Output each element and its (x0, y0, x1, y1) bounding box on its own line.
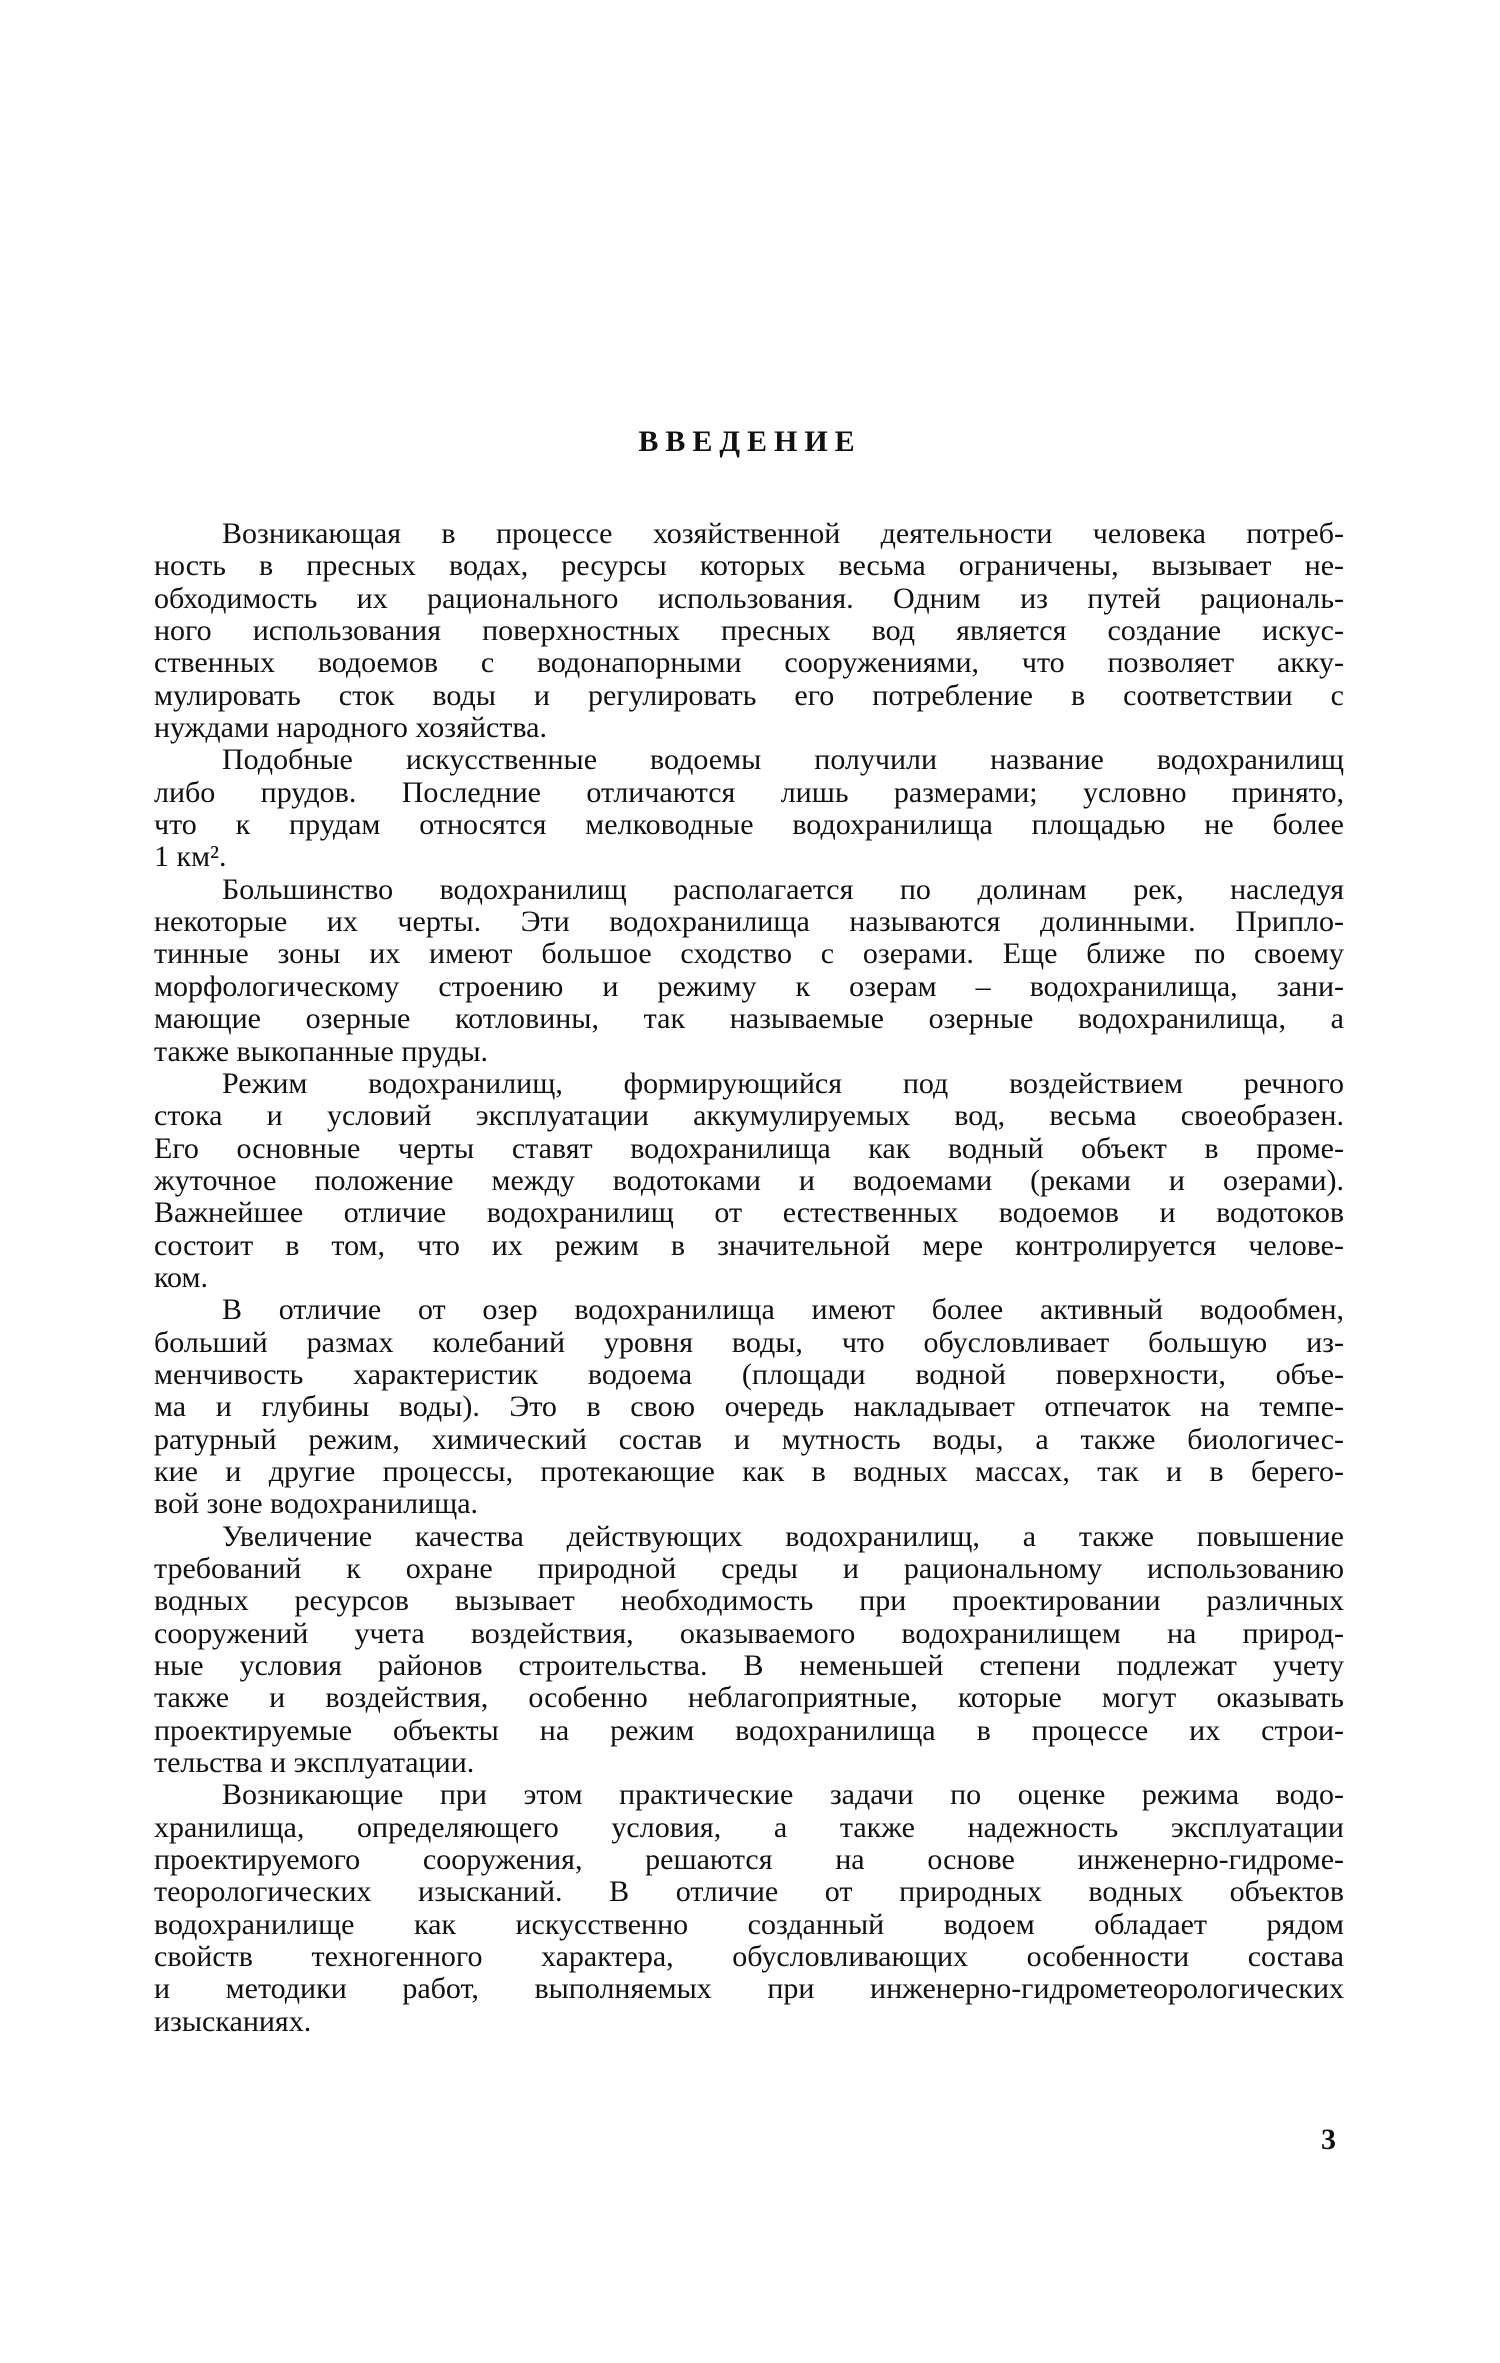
text-line: Возникающая в процессе хозяйственной деятельности человека потреб- (222, 517, 1344, 550)
text-line: стока и условий эксплуатации аккумулируемых вод, весьма своеобразен. (154, 1099, 1344, 1133)
paragraph-7 (154, 1779, 1344, 2038)
text-line: ком. (154, 1260, 208, 1294)
text-line: водохранилище как искусственно созданный водоем обладает рядом (154, 1907, 1344, 1941)
text-line: Подобные искусственные водоемы получили название водохранилищ (222, 743, 1344, 777)
paragraph-4 (154, 1068, 1344, 1294)
text-line: ственных водоемов с водонапорными сооружениями, что позволяет акку- (154, 646, 1344, 680)
text-line: ратурный режим, химический состав и мутность воды, а также биологичес- (154, 1422, 1344, 1456)
text-line: либо прудов. Последние отличаются лишь размерами; условно принято, (154, 775, 1344, 809)
text-line: кие и другие процессы, протекающие как в водных массах, так и в берего- (154, 1454, 1344, 1488)
paragraph-6 (154, 1521, 1344, 1780)
text-line: ность в пресных водах, ресурсы которых весьма ограничены, вызывает не- (154, 549, 1344, 583)
text-line: ма и глубины воды). Это в свою очередь накладывает отпечаток на темпе- (154, 1390, 1344, 1424)
text-line: обходимость их рационального использования. Одним из путей рациональ- (154, 581, 1344, 615)
text-line: проектируемые объекты на режим водохранилища в процессе их строи- (154, 1713, 1344, 1747)
text-line: жуточное положение между водотоками и водоемами (реками и озерами). (154, 1163, 1344, 1197)
text-line: теорологических изысканий. В отличие от природных водных объектов (154, 1875, 1344, 1909)
text-line: больший размах колебаний уровня воды, что обусловливает большую из- (154, 1325, 1344, 1359)
text-line: ного использования поверхностных пресных вод является создание искус- (154, 614, 1344, 648)
text-line: хранилища, определяющего условия, а также надежность эксплуатации (154, 1810, 1344, 1844)
text-line: проектируемого сооружения, решаются на основе инженерно-гидроме- (154, 1843, 1344, 1877)
text-line: Важнейшее отличие водохранилищ от естественных водоемов и водотоков (154, 1196, 1344, 1230)
text-line: ные условия районов строительства. В неменьшей степени подлежат учету (154, 1649, 1344, 1683)
text-line: мулировать сток воды и регулировать его потребление в соответствии с (154, 678, 1344, 712)
text-line: состоит в том, что их режим в значительной мере контролируется челове- (154, 1228, 1344, 1262)
text-line: что к прудам относятся мелководные водохранилища площадью не более (154, 808, 1344, 842)
text-line: водных ресурсов вызывает необходимость при проектировании различных (154, 1584, 1344, 1618)
text-line: нуждами народного хозяйства. (154, 711, 547, 745)
text-line: сооружений учета воздействия, оказываемого водохранилищем на природ- (154, 1616, 1344, 1650)
page-heading: ВВЕДЕНИЕ (638, 425, 862, 458)
text-line: В отличие от озер водохранилища имеют более активный водообмен, (222, 1293, 1344, 1327)
text-line: также и воздействия, особенно неблагоприятные, которые могут оказывать (154, 1681, 1344, 1715)
page-number: 3 (1321, 2123, 1336, 2156)
paragraph-2 (154, 744, 1344, 873)
paragraph-1 (154, 518, 1344, 744)
text-line: требований к охране природной среды и рациональному использованию (154, 1552, 1344, 1585)
text-line: Его основные черты ставят водохранилища как водный объект в проме- (154, 1131, 1344, 1165)
text-line: и методики работ, выполняемых при инженерно-гидрометеорологических (154, 1972, 1344, 2006)
text-line: изысканиях. (154, 2004, 312, 2038)
text-line: менчивость характеристик водоема (площади водной поверхности, объе- (154, 1357, 1344, 1391)
text-line: Увеличение качества действующих водохранилищ, а также повышение (222, 1519, 1344, 1553)
text-line: тельства и эксплуатации. (154, 1746, 475, 1780)
text-line: 1 км². (154, 840, 227, 874)
text-line: морфологическому строению и режиму к озерам – водохранилища, зани- (154, 969, 1344, 1003)
paragraph-5 (154, 1294, 1344, 1520)
text-line: мающие озерные котловины, так называемые озерные водохранилища, а (154, 1002, 1344, 1036)
text-line: свойств техногенного характера, обусловливающих особенности состава (154, 1940, 1344, 1974)
text-line: вой зоне водохранилища. (154, 1487, 479, 1521)
text-line: Режим водохранилищ, формирующийся под воздействием речного (222, 1066, 1344, 1100)
text-line: также выкопанные пруды. (154, 1034, 489, 1068)
paragraph-3 (154, 874, 1344, 1068)
text-line: Большинство водохранилищ располагается по долинам рек, наследуя (222, 872, 1344, 906)
body-text (154, 518, 1344, 2038)
text-line: Возникающие при этом практические задачи по оценке режима водо- (222, 1778, 1344, 1812)
text-line: тинные зоны их имеют большое сходство с озерами. Еще ближе по своему (154, 937, 1344, 971)
text-line: некоторые их черты. Эти водохранилища называются долинными. Припло- (154, 905, 1344, 939)
